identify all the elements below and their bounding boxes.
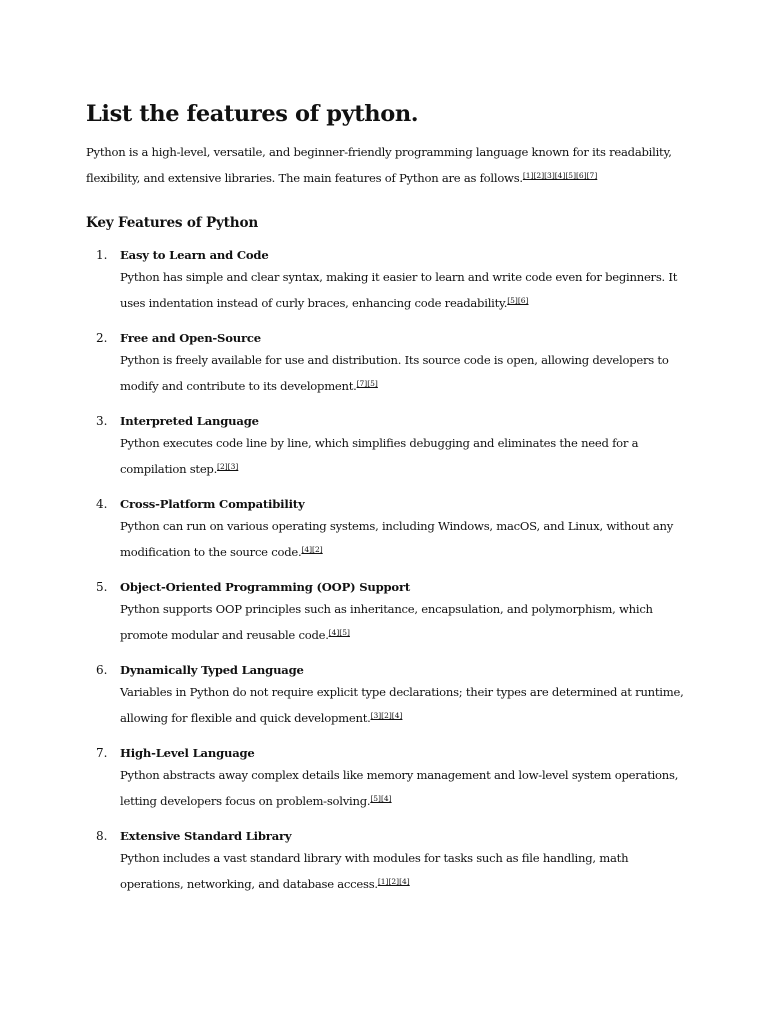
feature-name: High-Level Language <box>120 746 255 760</box>
feature-name: Dynamically Typed Language <box>120 663 304 677</box>
feature-number: 8. <box>96 829 108 843</box>
feature-description <box>120 514 686 564</box>
feature-name: Cross-Platform Compatibility <box>120 497 305 511</box>
intro-citation-link[interactable]: [1][2][3][4][5][6][7] <box>522 171 598 180</box>
feature-description <box>120 680 686 730</box>
citation-link[interactable]: [2][3] <box>217 462 239 471</box>
citation-link[interactable]: [5][4] <box>370 794 392 803</box>
feature-description-text: Variables in Python do not require explicit type declarations; their types are determined at runtime, allowing for flexible and quick development. <box>120 685 684 725</box>
feature-description <box>120 846 686 896</box>
citation-link[interactable]: [5][6] <box>507 296 529 305</box>
feature-description-text: Python abstracts away complex details like memory management and low-level system operations, letting developers focus on problem-solving. <box>120 768 679 808</box>
intro-paragraph <box>86 140 686 190</box>
feature-description <box>120 431 686 481</box>
feature-description-text: Python can run on various operating systems, including Windows, macOS, and Linux, without any modification to the source code. <box>120 519 674 559</box>
feature-name: Easy to Learn and Code <box>120 248 269 262</box>
features-list <box>86 245 686 896</box>
section-heading: Key Features of Python <box>86 215 258 231</box>
feature-number: 3. <box>96 414 108 428</box>
feature-item <box>86 577 686 647</box>
feature-item <box>86 411 686 481</box>
feature-name: Free and Open-Source <box>120 331 261 345</box>
feature-description-text: Python includes a vast standard library with modules for tasks such as file handling, math operations, networking, and database access. <box>120 851 629 891</box>
feature-item <box>86 826 686 896</box>
feature-description-text: Python supports OOP principles such as inheritance, encapsulation, and polymorphism, which promote modular and reusable code. <box>120 602 653 642</box>
feature-number: 5. <box>96 580 108 594</box>
citation-link[interactable]: [7][5] <box>356 379 378 388</box>
citation-link[interactable]: [4][5] <box>328 628 350 637</box>
document-page <box>86 96 686 909</box>
document-title: List the features of python. <box>86 101 419 127</box>
feature-item <box>86 660 686 730</box>
citation-link[interactable]: [1][2][4] <box>377 877 410 886</box>
feature-number: 4. <box>96 497 108 511</box>
feature-item <box>86 743 686 813</box>
feature-number: 7. <box>96 746 108 760</box>
feature-number: 1. <box>96 248 108 262</box>
feature-number: 2. <box>96 331 108 345</box>
feature-description-text: Python has simple and clear syntax, making it easier to learn and write code even for beginners. It uses indentation instead of curly braces, enhancing code readability. <box>120 270 678 310</box>
feature-description-text: Python is freely available for use and distribution. Its source code is open, allowing developers to modify and contribute to its development. <box>120 353 669 393</box>
feature-name: Object-Oriented Programming (OOP) Support <box>120 580 411 594</box>
feature-item <box>86 245 686 315</box>
citation-link[interactable]: [4][2] <box>301 545 323 554</box>
feature-item <box>86 494 686 564</box>
citation-link[interactable]: [3][2][4] <box>370 711 403 720</box>
feature-item <box>86 328 686 398</box>
feature-description <box>120 265 686 315</box>
feature-description <box>120 763 686 813</box>
feature-name: Extensive Standard Library <box>120 829 292 843</box>
feature-description-text: Python executes code line by line, which simplifies debugging and eliminates the need for a compilation step. <box>120 436 639 476</box>
feature-description <box>120 597 686 647</box>
feature-name: Interpreted Language <box>120 414 259 428</box>
intro-text: Python is a high-level, versatile, and beginner-friendly programming language known for its readability, flexibility, and extensive libraries. The main features of Python are as follows. <box>86 145 672 185</box>
feature-number: 6. <box>96 663 108 677</box>
feature-description <box>120 348 686 398</box>
